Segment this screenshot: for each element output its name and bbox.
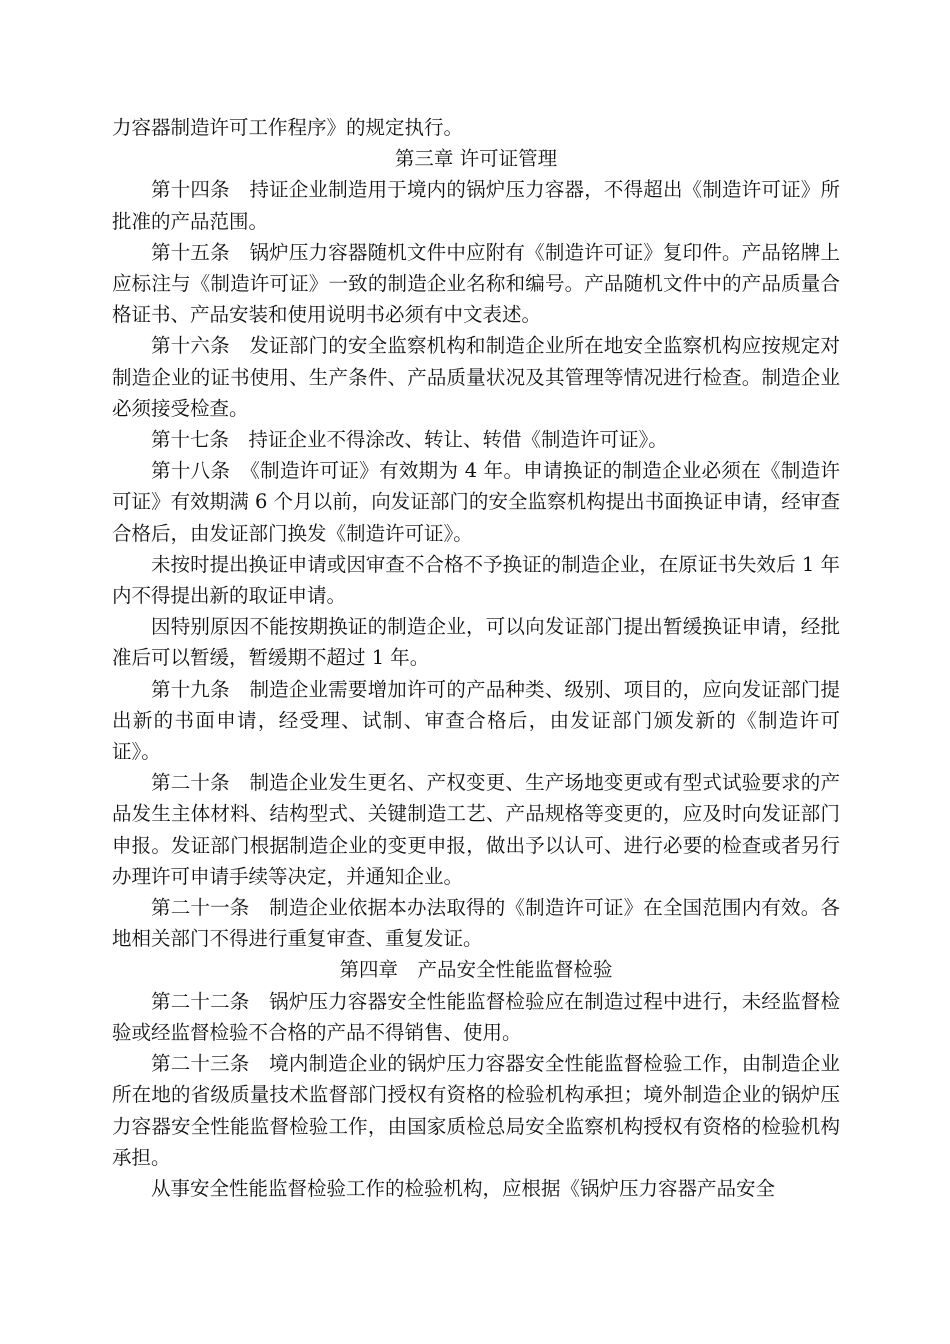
paragraph: 第二十二条 锅炉压力容器安全性能监督检验应在制造过程中进行，未经监督检验或经监督检验不合格的产品不得销售、使用。 (112, 989, 840, 1044)
paragraph: 从事安全性能监督检验工作的检验机构，应根据《锅炉压力容器产品安全 (151, 1176, 776, 1200)
paragraph: 第十九条 制造企业需要增加许可的产品种类、级别、项目的，应向发证部门提出新的书面申请，经受理、试制、审查合格后，由发证部门颁发新的《制造许可证》。 (112, 677, 840, 764)
paragraph: 第十六条 发证部门的安全监察机构和制造企业所在地安全监察机构应按规定对制造企业的证书使用、生产条件、产品质量状况及其管理等情况进行检查。制造企业必须接受检查。 (112, 334, 840, 420)
paragraph: 力容器制造许可工作程序》的规定执行。 (112, 116, 464, 139)
paragraph: 第二十一条 制造企业依据本办法取得的《制造许可证》在全国范围内有效。各地相关部门不得进行重复审查、重复发证。 (112, 896, 840, 951)
paragraph: 第十八条 《制造许可证》有效期为 4 年。申请换证的制造企业必须在《制造许可证》有效期满 6 个月以前，向发证部门的安全监察机构提出书面换证申请，经审查合格后，由发证部门换发《制造许可证》。 (112, 459, 840, 545)
paragraph: 未按时提出换证申请或因审查不合格不予换证的制造企业，在原证书失效后 1 年内不得提出新的取证申请。 (112, 552, 840, 608)
paragraph: 第十四条 持证企业制造用于境内的锅炉压力容器，不得超出《制造许可证》所批准的产品范围。 (112, 178, 840, 233)
chapter-heading: 第三章 许可证管理 (394, 147, 558, 171)
paragraph: 第十七条 持证企业不得涂改、转让、转借《制造许可证》。 (151, 428, 668, 452)
chapter-heading: 第四章 产品安全性能监督检验 (339, 958, 613, 982)
paragraph: 第二十三条 境内制造企业的锅炉压力容器安全性能监督检验工作，由制造企业所在地的省级质量技术监督部门授权有资格的检验机构承担；境外制造企业的锅炉压力容器安全性能监督检验工作，由国家质检总局安全监察机构授权有资格的检验机构承担。 (112, 1052, 840, 1169)
paragraph: 第十五条 锅炉压力容器随机文件中应附有《制造许可证》复印件。产品铭牌上应标注与《制造许可证》一致的制造企业名称和编号。产品随机文件中的产品质量合格证书、产品安装和使用说明书必须有中文表述。 (112, 240, 840, 327)
document-page (112, 112, 840, 1204)
paragraph: 因特别原因不能按期换证的制造企业，可以向发证部门提出暂缓换证申请，经批准后可以暂缓，暂缓期不超过 1 年。 (112, 615, 840, 670)
paragraph: 第二十条 制造企业发生更名、产权变更、生产场地变更或有型式试验要求的产品发生主体材料、结构型式、关键制造工艺、产品规格等变更的，应及时向发证部门申报。发证部门根据制造企业的变更申报，做出予以认可、进行必要的检查或者另行办理许可申请手续等决定，并通知企业。 (112, 771, 840, 888)
